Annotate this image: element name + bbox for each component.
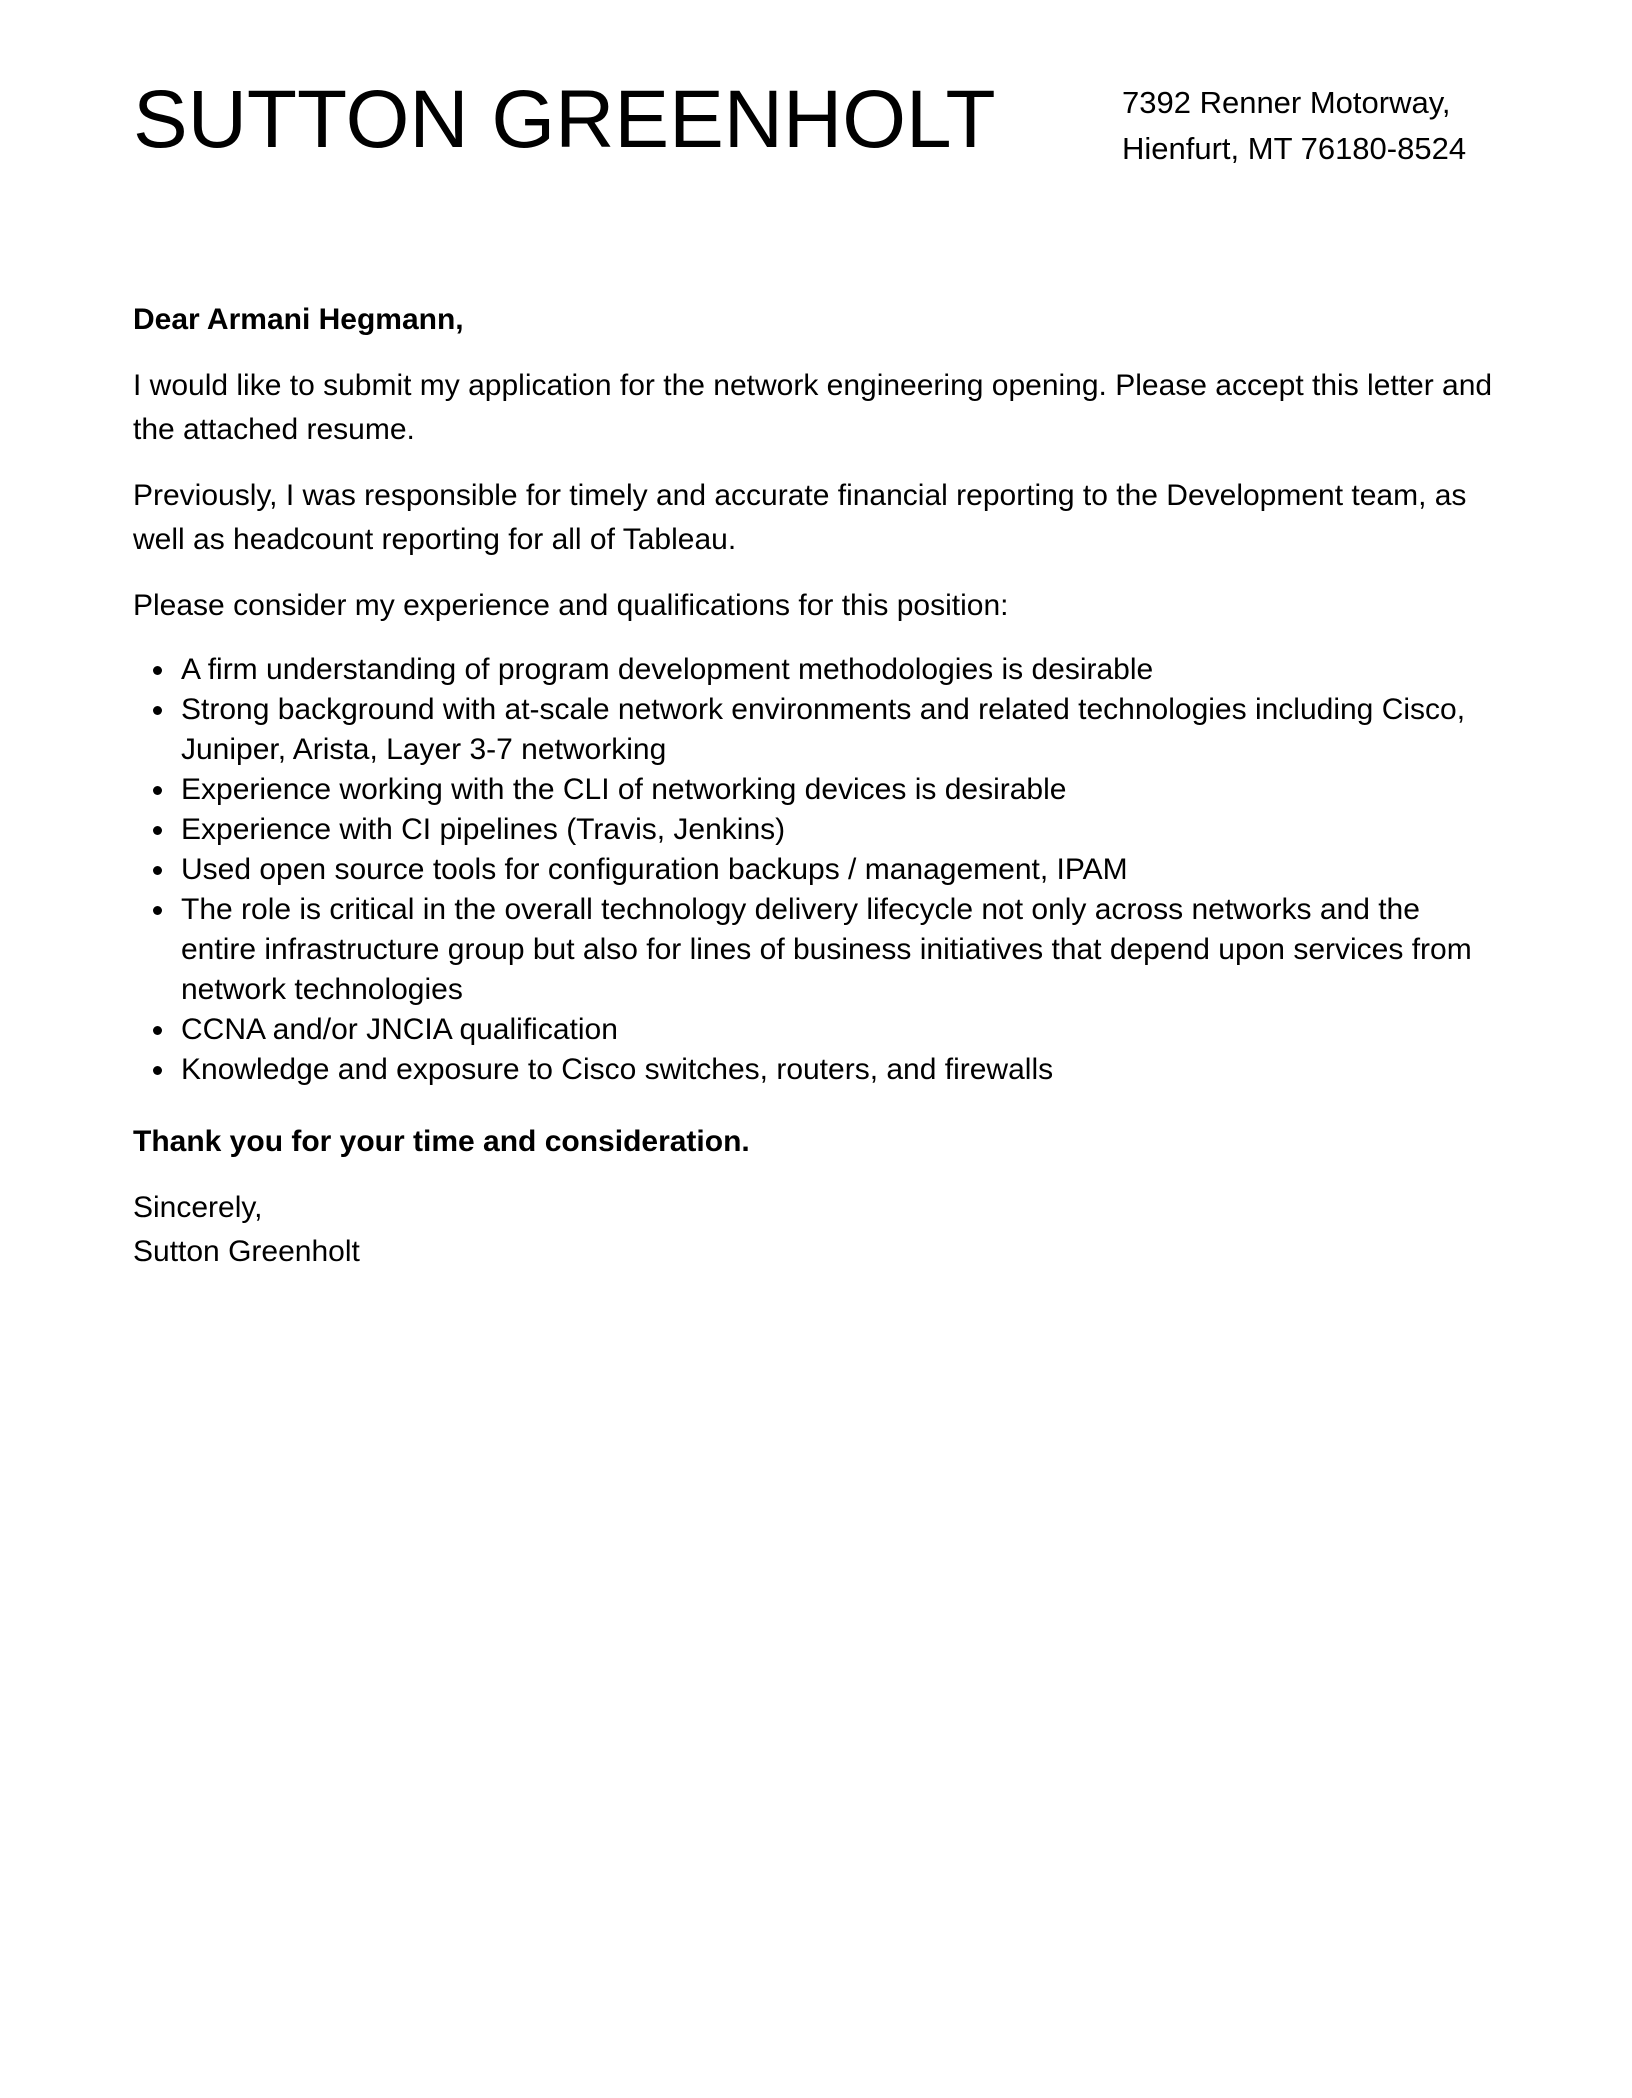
list-item-text: Knowledge and exposure to Cisco switches, routers, and firewalls	[181, 1053, 1054, 1086]
signature-name: Sutton Greenholt	[133, 1235, 360, 1268]
bullet-icon	[153, 786, 162, 795]
list-item-text: Used open source tools for configuration backups / management, IPAM	[181, 853, 1128, 886]
paragraph-intro: I would like to submit my application for the network engineering opening. Please accept this letter and the attached resume.	[133, 369, 1493, 446]
bullet-icon	[153, 866, 162, 875]
salutation: Dear Armani Hegmann,	[133, 303, 464, 336]
qualifications-list	[133, 650, 1503, 1090]
applicant-address	[1122, 80, 1466, 172]
signoff-block	[133, 1186, 1503, 1274]
bullet-icon	[153, 826, 162, 835]
list-item-text: Strong background with at-scale network environments and related technologies including Cisco, Juniper, Arista, Layer 3-7 networking	[181, 693, 1466, 766]
list-item-text: CCNA and/or JNCIA qualification	[181, 1013, 618, 1046]
paragraph-experience: Previously, I was responsible for timely and accurate financial reporting to the Development team, as well as headcount reporting for all of Tableau.	[133, 479, 1467, 556]
address-line-1: 7392 Renner Motorway,	[1122, 85, 1451, 120]
list-item	[133, 1010, 1503, 1050]
bullet-icon	[153, 1026, 162, 1035]
applicant-name: SUTTON GREENHOLT	[133, 74, 996, 165]
paragraph-qualifications-lead: Please consider my experience and qualifications for this position:	[133, 589, 1009, 622]
closing-line: Thank you for your time and consideration.	[133, 1125, 750, 1158]
list-item	[133, 850, 1503, 890]
bullet-icon	[153, 1066, 162, 1075]
list-item	[133, 890, 1503, 1010]
address-line-2: Hienfurt, MT 76180-8524	[1122, 131, 1467, 166]
list-item-text: Experience working with the CLI of networking devices is desirable	[181, 773, 1067, 806]
list-item	[133, 1050, 1503, 1090]
list-item	[133, 770, 1503, 810]
signoff: Sincerely,	[133, 1191, 263, 1224]
list-item-text: A firm understanding of program development methodologies is desirable	[181, 653, 1154, 686]
bullet-icon	[153, 666, 162, 675]
list-item-text: Experience with CI pipelines (Travis, Jenkins)	[181, 813, 786, 846]
list-item	[133, 810, 1503, 850]
letter-body	[133, 298, 1503, 1274]
bullet-icon	[153, 906, 162, 915]
list-item	[133, 690, 1503, 770]
list-item	[133, 650, 1503, 690]
list-item-text: The role is critical in the overall technology delivery lifecycle not only across networks and the entire infrastructure group but also for lines of business initiatives that depend upon services from network technologies	[181, 893, 1472, 1006]
bullet-icon	[153, 706, 162, 715]
